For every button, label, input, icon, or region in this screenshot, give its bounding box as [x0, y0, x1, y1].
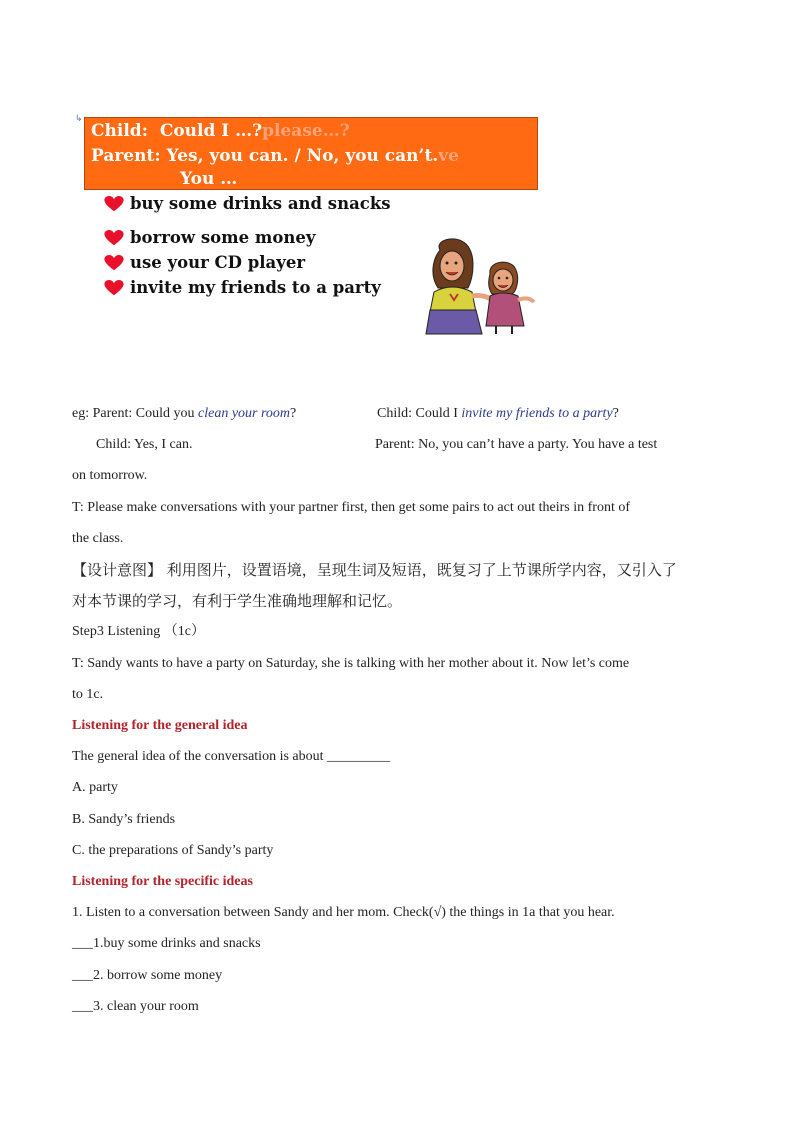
check-item: ___3. clean your room [72, 999, 199, 1014]
list-item [103, 228, 315, 247]
specific-question: 1. Listen to a conversation between Sandy and her mom. Check(√) the things in 1a that you hear. [72, 905, 615, 920]
item-text: use your CD player [130, 253, 306, 272]
parent-label: Parent: [91, 146, 161, 166]
list-item [103, 253, 305, 272]
teacher-instruction: T: Please make conversations with your partner first, then get some pairs to act out theirs in front of [72, 500, 630, 515]
example-child-line [377, 405, 619, 423]
option-c: C. the preparations of Sandy’s party [72, 843, 274, 858]
parent-prompt: Yes, you can. / No, you can’t. [166, 146, 439, 166]
mother-daughter-illustration [416, 236, 540, 340]
child-label: Child: [91, 121, 148, 141]
option-a: A. party [72, 780, 118, 795]
example-line [72, 405, 296, 423]
heart-icon [103, 230, 125, 246]
check-item: ___1.buy some drinks and snacks [72, 936, 261, 951]
design-intent: 【设计意图】 利用图片，设置语境，呈现生词及短语，既复习了上节课所学内容，又引入了 [72, 561, 677, 579]
specific-ideas-heading: Listening for the specific ideas [72, 874, 253, 889]
box-line-child [91, 121, 350, 141]
item-text: buy some drinks and snacks [130, 194, 391, 213]
heart-icon [103, 280, 125, 296]
item-text: borrow some money [130, 228, 316, 247]
small-link-icon: ↳ [75, 114, 83, 124]
eg-prefix: eg: Parent: Could you [72, 406, 198, 421]
eg-child-prefix: Child: Could I [377, 406, 462, 421]
option-b: B. Sandy’s friends [72, 812, 176, 827]
list-item [103, 194, 391, 213]
teacher-instruction-2-cont: to 1c. [72, 687, 104, 702]
design-intent-cont: 对本节课的学习，有利于学生准确地理解和记忆。 [72, 592, 403, 610]
check-item: ___2. borrow some money [72, 968, 223, 983]
heart-icon [103, 255, 125, 271]
item-text: invite my friends to a party [130, 278, 381, 297]
general-question: The general idea of the conversation is about _________ [72, 749, 391, 764]
eg-q-mark: ? [612, 406, 619, 421]
parent-reply-cont: on tomorrow. [72, 468, 148, 483]
step-heading: Step3 Listening （1c） [72, 624, 205, 639]
box-line-you [180, 169, 237, 189]
ghost-text: please…? [262, 121, 350, 141]
list-item [103, 278, 381, 297]
dialogue-prompt-box [84, 117, 538, 190]
teacher-instruction-cont: the class. [72, 531, 124, 546]
eg-phrase-1: clean your room [198, 406, 291, 421]
box-line-parent [91, 146, 459, 166]
general-idea-heading: Listening for the general idea [72, 718, 248, 733]
teacher-instruction-2: T: Sandy wants to have a party on Saturday, she is talking with her mother about it. Now let’s come [72, 656, 630, 671]
eg-phrase-2: invite my friends to a party [461, 406, 613, 421]
child-prompt: Could I …? [159, 121, 263, 141]
you-prompt: You … [180, 169, 238, 189]
parent-reply: Parent: No, you can’t have a party. You have a test [375, 437, 658, 452]
eg-q-mark: ? [290, 406, 297, 421]
heart-icon [103, 196, 125, 212]
child-reply: Child: Yes, I can. [96, 437, 193, 452]
ghost-text: ve [438, 146, 459, 166]
